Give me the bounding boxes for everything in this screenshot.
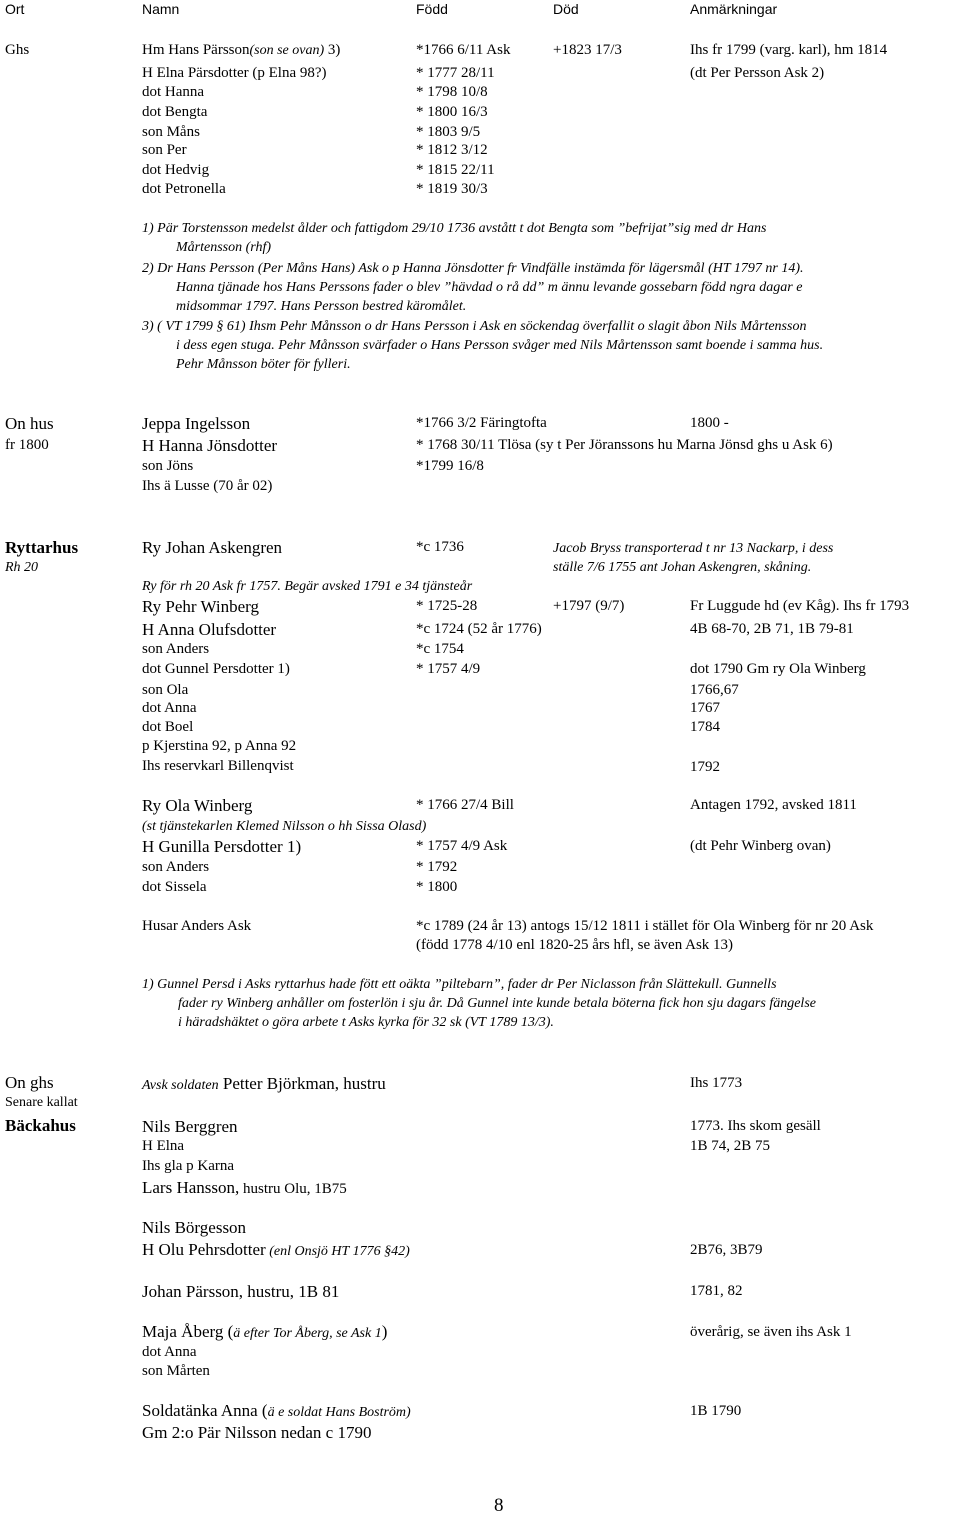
ryttarhus-row-name: dot Sissela <box>142 879 207 895</box>
ryttarhus-row-note: (dt Pehr Winberg ovan) <box>690 838 831 854</box>
ryttarhus-johan-born: *c 1736 <box>416 539 464 555</box>
ghs-row-born: * 1798 10/8 <box>416 84 488 100</box>
onghs-gm-line: Gm 2:o Pär Nilsson nedan c 1790 <box>142 1423 372 1442</box>
ryttarhus-row-note: Fr Luggude hd (ev Kåg). Ihs fr 1793 <box>690 598 910 614</box>
header-namn: Namn <box>142 1 180 17</box>
onghs-maja-line: Maja Åberg (ä efter Tor Åberg, se Ask 1) <box>142 1322 388 1341</box>
ryttarhus-row-name: H Anna Olufsdotter <box>142 620 277 639</box>
onhus-row-name: Jeppa Ingelsson <box>142 414 251 433</box>
ryttarhus-row-born: *c 1754 <box>416 641 464 657</box>
ryttarhus-row-note: 1784 <box>690 719 720 735</box>
ryttarhus-ola-name: Ry Ola Winberg <box>142 796 253 815</box>
header-dod: Död <box>553 1 579 17</box>
ryttarhus-row-name: Ihs reservkarl Billenqvist <box>142 758 294 774</box>
ryttarhus-row-died: +1797 (9/7) <box>553 598 625 614</box>
onghs-soldatanka-line: Soldatänka Anna (ä e soldat Hans Boström) <box>142 1401 411 1420</box>
ryttarhus-row-note: dot 1790 Gm ry Ola Winberg <box>690 661 866 677</box>
ghs-row-name: H Elna Pärsdotter (p Elna 98?) <box>142 65 327 81</box>
onghs-maja-child: dot Anna <box>142 1344 197 1360</box>
ghs-row-born: * 1812 3/12 <box>416 142 488 158</box>
onhus-row-born: *1799 16/8 <box>416 458 484 474</box>
ryttarhus-ryfor-line: Ry för rh 20 Ask fr 1757. Begär avsked 1791 e 34 tjänsteår <box>142 579 473 594</box>
ryttarhus-row-born: * 1757 4/9 Ask <box>416 838 508 854</box>
ryttarhus-husar-born: (född 1778 4/10 enl 1820-25 års hfl, se även Ask 13) <box>416 937 734 953</box>
ryttarhus-row-name: dot Boel <box>142 719 194 735</box>
ryttarhus-johan-note: ställe 7/6 1755 ant Johan Askengren, skåning. <box>553 560 812 575</box>
onghs-olu-note: 2B76, 3B79 <box>690 1242 763 1258</box>
ryttarhus-row-name: Ry Pehr Winberg <box>142 597 259 616</box>
onghs-row-name: Nils Berggren <box>142 1117 238 1136</box>
ghs-row-born: * 1815 22/11 <box>416 162 495 178</box>
ghs-footnote-line: i dess egen stuga. Pehr Månsson svärfader o Hans Persson svåger med Nils Mårtensson samt boende i samma hus. <box>176 338 824 353</box>
ryttarhus-row-name: dot Gunnel Persdotter 1) <box>142 661 290 677</box>
onghs-maja-child: son Mårten <box>142 1363 210 1379</box>
ryttarhus-husar-born: *c 1789 (24 år 13) antogs 15/12 1811 i stället för Ola Winberg för nr 20 Ask <box>416 918 874 934</box>
ryttarhus-row-note: 1767 <box>690 700 720 716</box>
header-ort: Ort <box>5 1 25 17</box>
ghs-row-born: * 1803 9/5 <box>416 124 481 140</box>
header-anmarkningar: Anmärkningar <box>690 1 778 17</box>
ghs-row-born: * 1819 30/3 <box>416 181 488 197</box>
ryttarhus-row-name: son Ola <box>142 682 189 698</box>
ryttarhus-footnote-line: fader ry Winberg anhåller om fosterlön i sju år. Då Gunnel inte kunde betala böterna fick hon sju dagars fängelse <box>178 996 816 1011</box>
onhus-row-extra: 1800 - <box>690 415 729 431</box>
ryttarhus-row-born: * 1800 <box>416 879 458 895</box>
onghs-johan-note: 1781, 82 <box>690 1283 743 1299</box>
ghs-row-name: dot Hedvig <box>142 162 210 178</box>
ryttarhus-row-note: 1792 <box>690 759 720 775</box>
ghs-footnote-line: 1) Pär Torstensson medelst ålder och fattigdom 29/10 1736 avstått t dot Bengta som ”befrijat”sig med dr Hans <box>142 221 767 236</box>
onhus-row-name: H Hanna Jönsdotter <box>142 436 278 455</box>
ryttarhus-ort-label: Ryttarhus <box>5 538 79 557</box>
onhus-row-born: * 1768 30/11 Tlösa (sy t Per Jöranssons hu Marna Jönsd ghs u Ask 6) <box>416 437 833 453</box>
ghs-row-name: dot Bengta <box>142 104 208 120</box>
onghs-johan-name: Johan Pärsson, hustru, 1B 81 <box>142 1282 340 1301</box>
ghs-row-name: dot Hanna <box>142 84 205 100</box>
onhus-row-name: Ihs ä Lusse (70 år 02) <box>142 478 273 494</box>
ghs-row-born: *1766 6/11 Ask <box>416 42 511 58</box>
ryttarhus-row-name: H Gunilla Persdotter 1) <box>142 837 302 856</box>
ghs-row-note: Ihs fr 1799 (varg. karl), hm 1814 <box>690 42 888 58</box>
ryttarhus-row-note: 1766,67 <box>690 682 739 698</box>
header-fodd: Född <box>416 1 448 17</box>
onghs-lars-line: Lars Hansson, hustru Olu, 1B75 <box>142 1178 347 1197</box>
ghs-footnote-line: 2) Dr Hans Persson (Per Måns Hans) Ask o p Hanna Jönsdotter fr Vindfälle instämda för lägersmål (HT 1797 nr 14). <box>142 261 804 276</box>
onghs-maja-note: överårig, se även ihs Ask 1 <box>690 1324 852 1340</box>
onghs-row-name: Ihs gla p Karna <box>142 1158 235 1174</box>
ryttarhus-row-name: p Kjerstina 92, p Anna 92 <box>142 738 297 754</box>
ryttarhus-row-name: dot Anna <box>142 700 197 716</box>
ryttarhus-husar-name: Husar Anders Ask <box>142 918 252 934</box>
ryttarhus-row-name: son Anders <box>142 859 210 875</box>
onhus-row-born: *1766 3/2 Färingtofta <box>416 415 547 431</box>
onghs-olu-line: H Olu Pehrsdotter (enl Onsjö HT 1776 §42) <box>142 1240 410 1259</box>
ryttarhus-ola-born: * 1766 27/4 Bill <box>416 797 514 813</box>
onghs-petter-note: Ihs 1773 <box>690 1075 743 1091</box>
onghs-row-name: H Elna <box>142 1138 185 1154</box>
onhus-ort-sub: fr 1800 <box>5 437 49 453</box>
ghs-row-name: Hm Hans Pärsson(son se ovan) 3) <box>142 42 341 58</box>
ghs-row-name: son Måns <box>142 124 200 140</box>
onghs-soldatanka-note: 1B 1790 <box>690 1403 742 1419</box>
onhus-ort-label: On hus <box>5 414 54 433</box>
ghs-footnote-line: Pehr Månsson böter för fylleri. <box>176 357 351 372</box>
onghs-petter-line: Avsk soldaten Petter Björkman, hustru <box>142 1074 386 1093</box>
onhus-row-name: son Jöns <box>142 458 194 474</box>
ghs-footnote-line: Mårtensson (rhf) <box>176 240 272 255</box>
ghs-row-name: dot Petronella <box>142 181 226 197</box>
onghs-row-note: 1B 74, 2B 75 <box>690 1138 771 1154</box>
ryttarhus-row-born: * 1757 4/9 <box>416 661 481 677</box>
ghs-row-born: * 1777 28/11 <box>416 65 495 81</box>
ryttarhus-ola-note: Antagen 1792, avsked 1811 <box>690 797 857 813</box>
ryttarhus-ola-sub: (st tjänstekarlen Klemed Nilsson o hh Sissa Olasd) <box>142 819 427 834</box>
ghs-row-name: son Per <box>142 142 187 158</box>
onghs-row-note: 1773. Ihs skom gesäll <box>690 1118 821 1134</box>
ghs-row-born: * 1800 16/3 <box>416 104 488 120</box>
ryttarhus-ort-sub: Rh 20 <box>5 560 39 575</box>
ghs-footnote-line: 3) ( VT 1799 § 61) Ihsm Pehr Månsson o dr Hans Persson i Ask en söckendag överfallit o slagit åbon Nils Mårtensson <box>142 319 807 334</box>
ryttarhus-row-note: 4B 68-70, 2B 71, 1B 79-81 <box>690 621 854 637</box>
page-number: 8 <box>494 1495 504 1516</box>
onghs-ort-bold: Bäckahus <box>5 1116 76 1135</box>
ryttarhus-row-born: * 1792 <box>416 859 458 875</box>
ryttarhus-row-born: * 1725-28 <box>416 598 478 614</box>
ryttarhus-footnote-line: 1) Gunnel Persd i Asks ryttarhus hade fött ett oäkta ”piltebarn”, fader dr Per Niclasson från Slättekull. Gunnells <box>142 977 777 992</box>
ghs-row-died: +1823 17/3 <box>553 42 622 58</box>
ryttarhus-johan-name: Ry Johan Askengren <box>142 538 283 557</box>
ryttarhus-johan-note: Jacob Bryss transporterad t nr 13 Nackarp, i dess <box>553 541 834 556</box>
ghs-ort-label: Ghs <box>5 42 30 58</box>
ryttarhus-row-name: son Anders <box>142 641 210 657</box>
ghs-footnote-line: Hanna tjänade hos Hans Perssons fader o blev ”hävdad o rå dd” m ännu levande gossebarn född ngra dagar e <box>176 280 803 295</box>
onghs-ort-label: On ghs <box>5 1073 54 1092</box>
onghs-ort-sub: Senare kallat <box>5 1095 78 1110</box>
ghs-row-note: (dt Per Persson Ask 2) <box>690 65 825 81</box>
ryttarhus-footnote-line: i häradshäktet o göra arbete t Asks kyrka för 32 sk (VT 1789 13/3). <box>178 1015 554 1030</box>
ghs-footnote-line: midsommar 1797. Hans Persson bestred käromålet. <box>176 299 467 314</box>
ryttarhus-row-born: *c 1724 (52 år 1776) <box>416 621 542 637</box>
onghs-nils-name: Nils Börgesson <box>142 1218 247 1237</box>
